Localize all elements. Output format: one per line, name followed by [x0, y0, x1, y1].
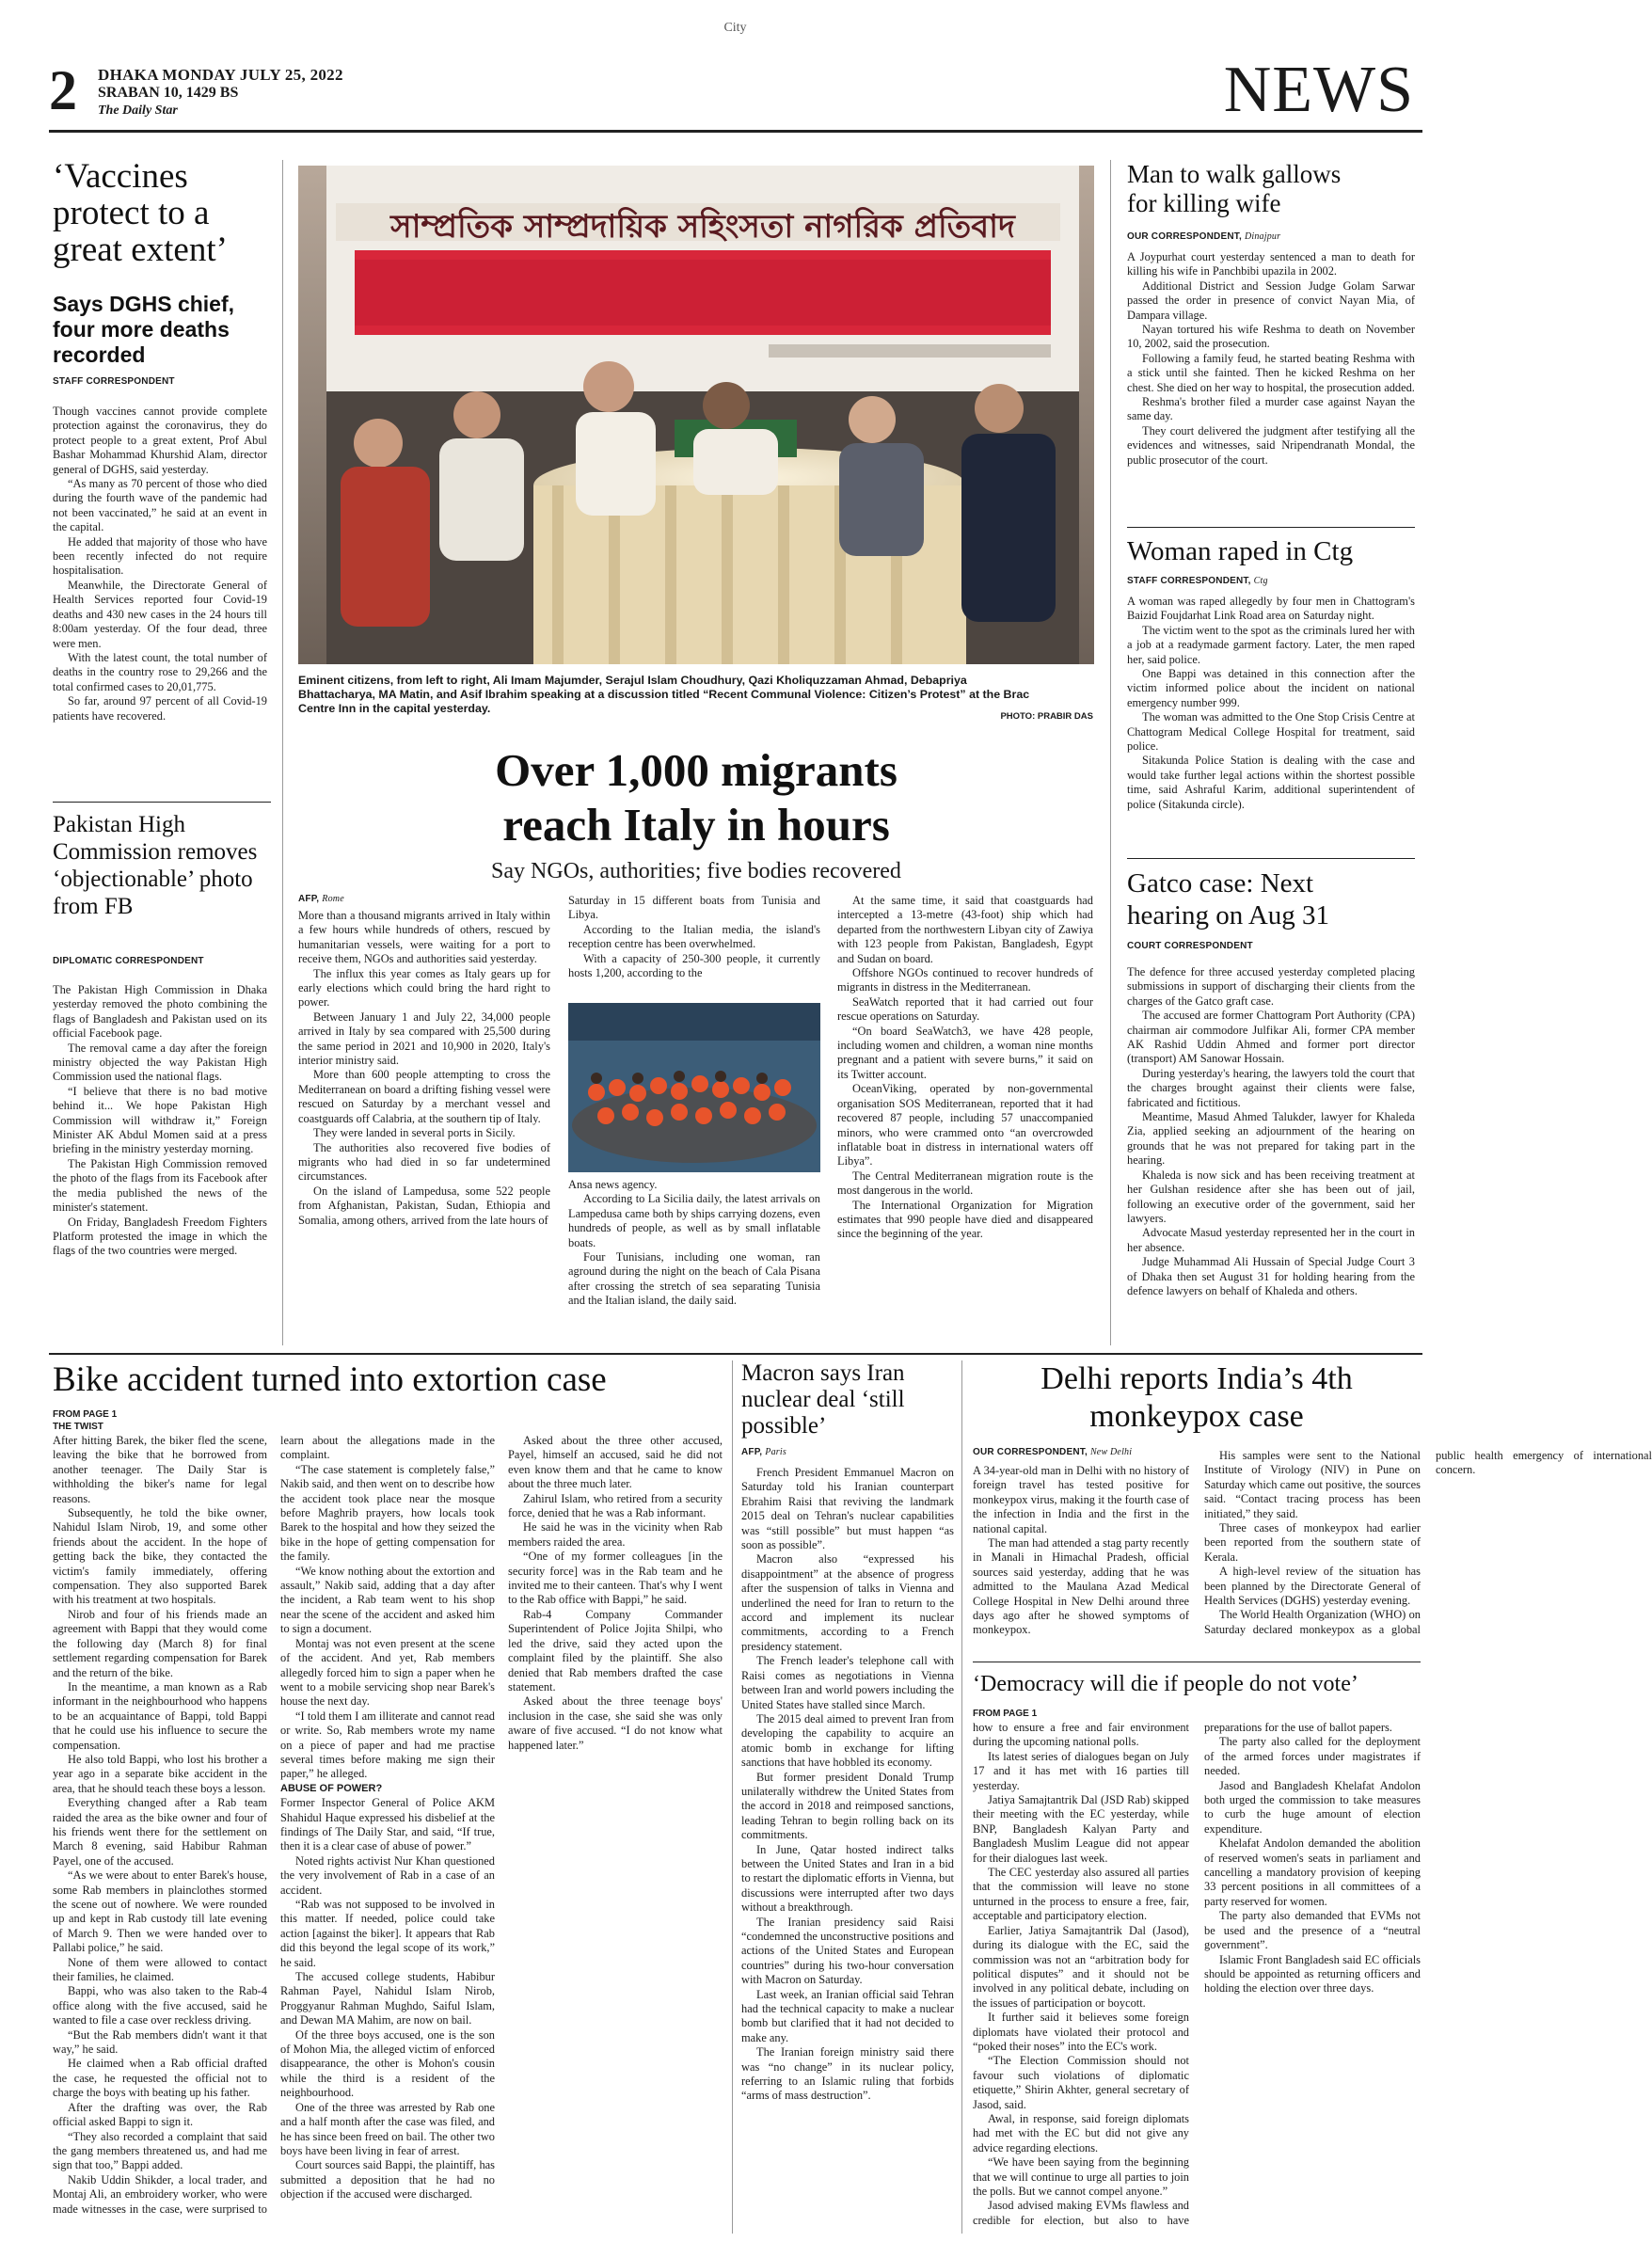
migrants-col2-top	[568, 894, 820, 997]
paragraph: Montaj was not even present at the scene of the accident. And yet, Rab members allegedly forced him to sign a paper when he went to a mobile servicing shop near Barek's house the next day.	[280, 1636, 495, 1709]
paragraph: Nayan tortured his wife Reshma to death on November 10, 2002, said the prosecution.	[1127, 323, 1415, 351]
macron-byline-place: Paris	[765, 1447, 786, 1457]
paragraph: The influx this year comes as Italy gears up for early elections which could bring the hard right to power.	[298, 966, 550, 1010]
vaccines-body	[53, 405, 267, 800]
dateline: DHAKA MONDAY JULY 25, 2022	[98, 66, 343, 84]
paragraph: None of them were allowed to contact their families, he claimed.	[53, 1955, 267, 1984]
migrants-col1	[298, 909, 550, 1349]
paragraph: Jasod advised making EVMs flawless and credible for election, but also to have preparations for the use of ballot papers.	[973, 1721, 1392, 2227]
event-photo-credit: PHOTO: PRABIR DAS	[1000, 711, 1093, 722]
divider	[53, 802, 271, 803]
paragraph: “But the Rab members didn't want it that way,” he said.	[53, 2027, 267, 2057]
gatco-byline: COURT CORRESPONDENT	[1127, 941, 1253, 951]
paragraph: Macron also “expressed his disappointment” at the absence of progress after the suspension of talks in Vienna and underlined the need for Iran to return to the accord and implement its nuclear commitments, according to a French presidency statement.	[741, 1552, 954, 1653]
paragraph: Bappi, who was also taken to the Rab-4 office along with the five accused, said he wanted to file a case over reckless driving.	[53, 1984, 267, 2027]
paragraph: Earlier, Jatiya Samajtantrik Dal (Jasod), during its dialogue with the EC, said the commission was not an “arbitration body for political disputes” and it should not be involved in any political debate, including on the issues of participation or boycott.	[973, 1923, 1189, 2010]
bike-subhead: ABUSE OF POWER?	[280, 1782, 383, 1794]
paragraph: Though vaccines cannot provide complete protection against the coronavirus, they do protect people to a great extent, Prof Abul Bashar Mohammad Khurshid Alam, director general of DGHS, said yesterday.	[53, 405, 267, 476]
paragraph: French President Emmanuel Macron on Saturday told his Iranian counterpart Ebrahim Raisi that reviving the landmark 2015 deal on Tehran's nuclear capabilities was “still possible” but must happen “as soon as possible”.	[741, 1466, 954, 1552]
divider	[1127, 858, 1415, 859]
paragraph: The defence for three accused yesterday completed placing submissions in support of discharging their clients from the charges of the Gatco graft case.	[1127, 965, 1415, 1008]
section-label: City	[723, 21, 747, 35]
paragraph: More than 600 people attempting to cross the Mediterranean on board a drifting fishing vessel were rescued on Saturday by a merchant vessel and coastguards off Calabria, at the southern tip of Italy.	[298, 1068, 550, 1125]
migrants-byline	[298, 894, 344, 904]
gallows-byline-source: OUR CORRESPONDENT,	[1127, 231, 1242, 242]
event-photo	[298, 166, 1094, 664]
paragraph: The Pakistan High Commission removed the photo of the flags from its Facebook after the media published the news of the minister's statement.	[53, 1156, 267, 1215]
paragraph: Nakib Uddin Shikder, a local trader, and Montaj Ali, an embroidery worker, who were made witnesses in the case, were surprised to learn about the allegations made in the complaint.	[53, 1434, 495, 2216]
bike-from-page: FROM PAGE 1	[53, 1409, 118, 1420]
migrants-photo	[568, 1003, 820, 1172]
paragraph: The party also demanded that EVMs not be used and the presence of a “neutral government”.	[1204, 1909, 1421, 1952]
paragraph: The accused college students, Habibur Rahman Payel, Nahidul Islam Nirob, Proggyanur Rahman Mughdo, Saiful Islam, and Dewan MA Mahim, are now on bail.	[280, 1970, 495, 2027]
paragraph: At the same time, it said that coastguards had intercepted a 13-metre (43-foot) ship which had departed from the northwestern Libyan city of Zawiya with 123 people from Pakistan, Bangladesh, Egypt and Sudan on board.	[837, 894, 1093, 965]
column-rule	[961, 1360, 962, 2234]
gatco-headline: Gatco case: Next hearing on Aug 31	[1127, 868, 1330, 930]
column-rule	[282, 160, 283, 1345]
paragraph: With a capacity of 250-300 people, it currently hosts 1,200, according to the	[568, 951, 820, 980]
paragraph: Awal, in response, said foreign diplomats had met with the EC but did not give any advice regarding elections.	[973, 2111, 1189, 2155]
paragraph: But former president Donald Trump unilaterally withdrew the United States from the accord in 2018 and reimposed sanctions, leading Tehran to begin rolling back on its commitments.	[741, 1770, 954, 1842]
bike-body	[53, 1434, 723, 2230]
paragraph: They court delivered the judgment after testifying all the evidences and witnesses, said Nripendranath Mondal, the public prosecutor of the court.	[1127, 423, 1415, 467]
gallows-byline-place: Dinajpur	[1244, 231, 1281, 242]
migrants-col3	[837, 894, 1093, 1349]
paragraph: Three cases of monkeypox had earlier been reported from the southern state of Kerala.	[1204, 1521, 1421, 1564]
masthead-rule	[49, 130, 1422, 133]
paper-name-logo: The Daily Star	[98, 103, 178, 118]
paragraph: Judge Muhammad Ali Hussain of Special Judge Court 3 of Dhaka then set August 31 for holding hearing from the defence lawyers on behalf of Khaleda and others.	[1127, 1255, 1415, 1297]
paragraph: More than a thousand migrants arrived in Italy within a few hours while hundreds of others, rescued by humanitarian vessels, were waiting for a port to receive them, NGOs and authorities said yesterday.	[298, 909, 550, 966]
paragraph: how to ensure a free and fair environment during the upcoming national polls.	[973, 1721, 1189, 1749]
paragraph: Additional District and Session Judge Golam Sarwar passed the order in presence of convict Nayan Mia, of Dampara village.	[1127, 278, 1415, 322]
section-title: NEWS	[1223, 54, 1414, 126]
paragraph: So far, around 97 percent of all Covid-19 patients have recovered.	[53, 694, 267, 723]
paragraph: According to La Sicilia daily, the latest arrivals on Lampedusa came both by ships carrying dozens, even hundreds of people, as well as by small inflatable boats.	[568, 1192, 820, 1249]
vaccines-byline: STAFF CORRESPONDENT	[53, 376, 175, 387]
paragraph: Subsequently, he told the bike owner, Nahidul Islam Nirob, 19, and some other friends about the accident. In the hope of getting back the bike, they contacted the victim's family immediately, offering compensation. They also supported Barek with his treatment at two hospitals.	[53, 1506, 267, 1607]
paragraph: “I told them I am illiterate and cannot read or write. So, Rab members wrote my name on a piece of paper and had me practise several times before making me sign their paper,” he alleged.	[280, 1709, 495, 1781]
ctg-headline: Woman raped in Ctg	[1127, 536, 1354, 566]
paragraph: The 2015 deal aimed to prevent Iran from developing the capability to acquire an atomic bomb in exchange for lifting sanctions that have hobbled its economy.	[741, 1711, 954, 1770]
macron-byline-source: AFP,	[741, 1447, 763, 1457]
paragraph: The Central Mediterranean migration route is the most dangerous in the world.	[837, 1169, 1093, 1198]
paragraph: Khelafat Andolon demanded the abolition of reserved women's seats in parliament and cancelling a mandatory provision of keeping 33 percent positions in all committees of a party reserved for women.	[1204, 1837, 1421, 1908]
migrants-headline: Over 1,000 migrants reach Italy in hours	[495, 744, 897, 851]
paragraph: It further said it believes some foreign diplomats have violated their protocol and “poked their noses” into the EC's work.	[973, 2011, 1189, 2053]
paragraph: Everything changed after a Rab team raided the area as the bike owner and four of his friends went there for the settlement on March 8 evening, said Habibur Rahman Payel, one of the accused.	[53, 1796, 267, 1868]
vaccines-subhead: Says DGHS chief, four more deaths recorded	[53, 292, 235, 367]
paragraph: He added that majority of those who have been recently infected do not require hospitalisation.	[53, 534, 267, 578]
gallows-body	[1127, 250, 1415, 523]
paragraph: He claimed when a Rab official drafted the case, he requested the official not to charge the boys with beating up his father.	[53, 2057, 267, 2100]
paragraph: The French leader's telephone call with Raisi comes as negotiations in Vienna between Iran and world powers including the United States have stalled since March.	[741, 1654, 954, 1711]
section-divider	[49, 1353, 1422, 1355]
ctg-byline	[1127, 576, 1268, 586]
paragraph: Nirob and four of his friends made an agreement with Bappi that they would come the following day (March 8) for final settlement regarding compensation for Barek and the return of the bike.	[53, 1607, 267, 1679]
macron-byline	[741, 1447, 786, 1457]
monkeypox-body	[973, 1449, 1652, 1654]
paragraph: Last week, an Iranian official said Tehran had the technical capacity to make a nuclear bomb but clarified that it had not decided to make any.	[741, 1987, 954, 2044]
paragraph: A high-level review of the situation has been planned by the Directorate General of Health Services (DGHS) yesterday evening.	[1204, 1565, 1421, 1608]
paragraph: Rab-4 Company Commander Superintendent of Police Jojita Shilpi, who led the drive, said they acted upon the complaint filed by the plaintiff. She also denied that Rab members drafted the case statement.	[508, 1607, 723, 1694]
paragraph: Following a family feud, he started beating Reshma with a stick until she fainted. Then he kicked Reshma on her chest. She died on her way to hospital, the prosecution added.	[1127, 351, 1415, 394]
migrants-byline-place: Rome	[322, 894, 344, 904]
migrants-byline-source: AFP,	[298, 894, 320, 904]
event-photo-caption: Eminent citizens, from left to right, Ali Imam Majumder, Serajul Islam Choudhury, Qazi Kholiquzzaman Ahmad, Debapriya Bhattacharya, MA Matin, and Asif Ibrahim speaking at a discussion titled “Recent Communal Violence: Citizen’s Protest” at the Brac Centre Inn in the capital yesterday.	[298, 674, 1030, 715]
paragraph: The woman was admitted to the One Stop Crisis Centre at Chattogram Medical College Hospital for treatment, said police.	[1127, 710, 1415, 754]
bangla-date: SRABAN 10, 1429 BS	[98, 85, 239, 101]
bike-kicker: THE TWIST	[53, 1422, 103, 1432]
divider	[1127, 527, 1415, 528]
paragraph: Former Inspector General of Police AKM Shahidul Haque expressed his disbelief at the findings of The Daily Star, and said, “If true, then it is a clear case of abuse of power.”	[280, 1796, 495, 1853]
paragraph: Of the three boys accused, one is the son of Mohon Mia, the alleged victim of enforced disappearance, the other is Mohon's cousin while the third is a resident of the neighbourhood.	[280, 2027, 495, 2100]
paragraph: The man had attended a stag party recently in Manali in Himachal Pradesh, official sources said yesterday, adding that he was admitted to the Maulana Azad Medical College Hospital in New Delhi around three days ago after he showed symptoms of monkeypox.	[973, 1536, 1189, 1637]
monkeypox-byline-source: OUR CORRESPONDENT,	[973, 1447, 1088, 1457]
paragraph: Islamic Front Bangladesh said EC officials should be appointed as returning officers and holding the election over three days.	[1204, 1952, 1421, 1996]
paragraph: “As we were about to enter Barek's house, some Rab members in plainclothes stormed the scene out of nowhere. We were rounded up and kept in Rab custody till late evening of March 9. Then we were handed over to Pallabi police,” he said.	[53, 1868, 267, 1955]
paragraph: Between January 1 and July 22, 34,000 people arrived in Italy by sea compared with 25,500 during the same period in 2021 and 10,900 in 2020, Italy's interior ministry said.	[298, 1010, 550, 1068]
paragraph: Meantime, Masud Ahmed Talukder, lawyer for Khaleda Zia, applied seeking an adjournment of the hearing on grounds that he was not prepared for taking part in the hearing.	[1127, 1110, 1415, 1168]
paragraph: The removal came a day after the foreign ministry objected the way Pakistan High Commission used the national flags.	[53, 1041, 267, 1084]
democracy-from-page: FROM PAGE 1	[973, 1709, 1038, 1719]
migrants-photo-image	[568, 1003, 820, 1172]
paragraph: “We have been saying from the beginning that we will continue to urge all parties to join the polls. But we cannot compel anyone.”	[973, 2155, 1189, 2198]
paragraph: On Friday, Bangladesh Freedom Fighters Platform protested the image in which the flags of the two countries were merged.	[53, 1215, 267, 1258]
paragraph: “The case statement is completely false,” Nakib said, and then went on to describe how the accident took place near the mosque before Maghrib prayers, how locals took Barek to the hospital and how they seized the bike in the hope of getting compensation for the family.	[280, 1462, 495, 1564]
column-rule	[732, 1360, 733, 2234]
paragraph: The World Health Organization (WHO) on Saturday declared monkeypox as a global public health emergency of international concern.	[1204, 1449, 1652, 1636]
paragraph: In June, Qatar hosted indirect talks between the United States and Iran in a bid to restart the diplomatic efforts in Vienna, but discussions were interrupted after two days without a breakthrough.	[741, 1842, 954, 1915]
paragraph: The accused are former Chattogram Port Authority (CPA) chairman air commodore Julfikar Ali, former CPA member AK Rashid Uddin Ahmed and former port director (transport) AM Sanowar Hossain.	[1127, 1009, 1415, 1066]
column-rule	[1110, 160, 1111, 1345]
paragraph: In the meantime, a man known as a Rab informant in the neighbourhood who happens to be an acquaintance of Bappi, told Bappi that he could use his influence to secure the compensation.	[53, 1679, 267, 1752]
paragraph: They were landed in several ports in Sicily.	[313, 1126, 516, 1140]
paragraph: The victim went to the spot as the criminals lured her with a job at a readymade garment factory. Later, the men raped her, said police.	[1127, 623, 1415, 666]
vaccines-headline: ‘Vaccines protect to a great extent’	[53, 157, 228, 270]
paragraph: His samples were sent to the National Institute of Virology (NIV) in Pune on Saturday which came out positive, the sources said. “Contact tracing process has been initiated,” they said.	[1204, 1449, 1421, 1520]
democracy-headline: ‘Democracy will die if people do not vote’	[973, 1672, 1358, 1696]
paragraph: Saturday in 15 different boats from Tunisia and Libya.	[568, 894, 820, 922]
paragraph: “On board SeaWatch3, we have 428 people, including women and children, a woman nine months pregnant and a patient with severe burns,” it said on its Twitter account.	[837, 1024, 1093, 1081]
bike-headline: Bike accident turned into extortion case	[53, 1360, 607, 1399]
paragraph: “They also recorded a complaint that said the gang members threatened us, and had me sign that too,” Bappi added.	[53, 2129, 267, 2172]
paragraph: During yesterday's hearing, the lawyers told the court that the charges brought against their clients were false, fabricated and fictitious.	[1127, 1066, 1415, 1109]
migrants-photo-caption-tail: Ansa news agency.	[568, 1178, 658, 1191]
paragraph: On the island of Lampedusa, some 522 people from Afghanistan, Pakistan, Sudan, Ethiopia and Somalia, among others, arrived from the late hours of	[298, 1184, 550, 1227]
pakistan-byline: DIPLOMATIC CORRESPONDENT	[53, 956, 204, 966]
paragraph: OceanViking, operated by non-governmental organisation SOS Mediterranean, reported that it had recovered 87 people, including 57 unaccompanied minors, who were crammed onto “an overcrowded inflatable boat in distress in international waters off Libya”.	[837, 1082, 1093, 1169]
paragraph: He said he was in the vicinity when Rab members raided the area.	[508, 1520, 723, 1549]
paragraph: Reshma's brother filed a murder case against Nayan the same day.	[1127, 395, 1415, 423]
gatco-body	[1127, 965, 1415, 1349]
paragraph: A 34-year-old man in Delhi with no history of foreign travel has tested positive for monkeypox virus, making it the fourth case of the infection in India and the first in the national capital.	[973, 1464, 1189, 1535]
paragraph: A woman was raped allegedly by four men in Chattogram's Baizid Foujdarhat Link Road area on Saturday night.	[1127, 595, 1415, 623]
ctg-body	[1127, 595, 1415, 858]
paragraph: Advocate Masud yesterday represented her in the court in her absence.	[1127, 1226, 1415, 1254]
paragraph: The Iranian presidency said Raisi “condemned the unconstructive positions and actions of the United States and European countries” during his two-hour conversation with Macron on Saturday.	[741, 1915, 954, 1987]
paragraph: Court sources said Bappi, the plaintiff, has submitted a deposition that he had no objection if the accused were discharged.	[280, 2158, 495, 2202]
paragraph: According to the Italian media, the island's reception centre has been overwhelmed.	[568, 922, 820, 951]
paragraph: Jatiya Samajtantrik Dal (JSD Rab) skipped their meeting with the EC yesterday, while BNP, Bangladesh Kalyan Party and Bangladesh Muslim League did not appear for their dialogues last week.	[973, 1793, 1189, 1865]
gallows-headline: Man to walk gallows for killing wife	[1127, 160, 1342, 217]
macron-headline: Macron says Iran nuclear deal ‘still possible’	[741, 1360, 905, 1439]
page-number: 2	[49, 59, 77, 121]
paragraph: After the drafting was over, the Rab official asked Bappi to sign it.	[53, 2100, 267, 2129]
monkeypox-byline-place: New Delhi	[1089, 1447, 1133, 1457]
paragraph: The CEC yesterday also assured all parties that the commission will leave no stone unturned in the process to ensure a free, fair, acceptable and participatory election.	[973, 1866, 1189, 1923]
migrants-subhead: Say NGOs, authorities; five bodies recovered	[491, 859, 901, 883]
paragraph: Jasod and Bangladesh Khelafat Andolon both urged the commission to take measures to curb the huge amount of election expenditure.	[1204, 1778, 1421, 1836]
paragraph: Zahirul Islam, who retired from a security force, denied that he was a Rab informant.	[508, 1491, 723, 1520]
paragraph: Sitakunda Police Station is dealing with the case and would take further legal actions within the shortest possible time, said Ashraful Karim, additional superintendent of police (Sitakunda circle).	[1127, 754, 1415, 811]
paragraph: “We know nothing about the extortion and assault,” Nakib said, adding that a day after the incident, a Rab team went to his shop near the scene of the accident and asked him to sign a document.	[280, 1564, 495, 1636]
monkeypox-headline: Delhi reports India’s 4th monkeypox case	[1040, 1361, 1353, 1434]
paragraph: The party also called for the deployment of the armed forces under magistrates if needed.	[1204, 1735, 1421, 1778]
paragraph: One Bappi was detained in this connection after the victim informed police about the incident on national emergency number 999.	[1127, 667, 1415, 709]
paragraph: A Joypurhat court yesterday sentenced a man to death for killing his wife in Panchbibi upazila in 2002.	[1127, 250, 1415, 278]
paragraph: With the latest count, the total number of deaths in the country rose to 29,266 and the total confirmed cases to 20,01,775.	[53, 650, 267, 693]
paragraph: Asked about the three other accused, Payel, himself an accused, said he did not even know them and that he came to know about the three much later.	[508, 1434, 723, 1491]
paragraph: Khaleda is now sick and has been receiving treatment at her Gulshan residence after she has been out of jail, following an executive order of the government, said her lawyers.	[1127, 1168, 1415, 1225]
paragraph: “Rab was not supposed to be involved in this matter. If needed, police could take action [against the biker]. It appears that Rab did this beyond the legal scope of its work,” he said.	[280, 1898, 495, 1969]
pakistan-body	[53, 983, 267, 1331]
migrants-col2-bottom	[568, 1178, 820, 1349]
paragraph: SeaWatch reported that it had carried out four rescue operations on Saturday.	[837, 994, 1093, 1024]
paragraph: Noted rights activist Nur Khan questioned the very involvement of Rab in a case of an accident.	[280, 1853, 495, 1897]
paragraph: The Pakistan High Commission in Dhaka yesterday removed the photo combining the flags of Bangladesh and Pakistan used on its official Facebook page.	[53, 983, 267, 1041]
paragraph: Asked about the three teenage boys' inclusion in the case, she said she was only aware of five accused. “I do not know what happened later.”	[508, 1694, 723, 1752]
paragraph: “I believe that there is no bad motive behind it... We hope Pakistan High Commission will withdraw it,” Foreign Minister AK Abdul Momen said at a press briefing in the ministry yesterday morning.	[53, 1084, 267, 1156]
paragraph: He also told Bappi, who lost his brother a year ago in a separate bike accident in the area, that he should teach these boys a lesson.	[53, 1752, 267, 1795]
paragraph: “One of my former colleagues [in the security force] was in the Rab team and he invited me to their canteen. That's why I went to the Rab office with Bappi,” he said.	[508, 1550, 723, 1607]
paragraph: The International Organization for Migration estimates that 990 people have died and disappeared since the beginning of the year.	[837, 1198, 1093, 1241]
paragraph: “As many as 70 percent of those who died during the fourth wave of the pandemic had not been vaccinated,” he said at an event in the capital.	[53, 477, 267, 534]
paragraph: After hitting Barek, the biker fled the scene, leaving the bike that he borrowed from another teenager. The Daily Star is withholding the biker's name for legal reasons.	[53, 1434, 267, 1505]
ctg-byline-place: Ctg	[1253, 576, 1268, 586]
ctg-byline-source: STAFF CORRESPONDENT,	[1127, 576, 1251, 586]
banner-text: সাম্প্রতিক সাম্প্রদায়িক সহিংসতা নাগরিক প্রতিবাদ	[390, 208, 1015, 246]
paragraph: Meanwhile, the Directorate General of Health Services reported four Covid-19 deaths and 430 new cases in the 24 hours till 8:00am yesterday. Of the four dead, three were men.	[53, 578, 267, 650]
paragraph: One of the three was arrested by Rab one and a half month after the case was filed, and he has since been freed on bail. The other two boys have been living in fear of arrest.	[280, 2100, 495, 2157]
macron-body	[741, 1466, 954, 2230]
paragraph: Four Tunisians, including one woman, ran aground during the night on the beach of Cala Pisana after crossing the stretch of sea separating Tunisia and the Italian island, the daily said.	[568, 1250, 820, 1308]
paragraph: “The Election Commission should not favour such violations of diplomatic etiquette,” Shirin Akhter, general secretary of Jasod, said.	[973, 2054, 1189, 2111]
democracy-body	[973, 1721, 1421, 2230]
paragraph: The authorities also recovered five bodies of migrants who had died in so far undetermined circumstances.	[298, 1140, 550, 1184]
paragraph: Its latest series of dialogues began on July 17 and it has met with 16 parties till yesterday.	[973, 1749, 1189, 1792]
paragraph: The Iranian foreign ministry said there was “no change” in its nuclear policy, referring to an Islamic ruling that forbids “arms of mass destruction”.	[741, 2045, 954, 2103]
gallows-byline	[1127, 231, 1280, 242]
pakistan-headline: Pakistan High Commission removes ‘objectionable’ photo from FB	[53, 812, 258, 919]
paragraph: Offshore NGOs continued to recover hundreds of migrants in distress in the Mediterranean.	[837, 966, 1093, 994]
